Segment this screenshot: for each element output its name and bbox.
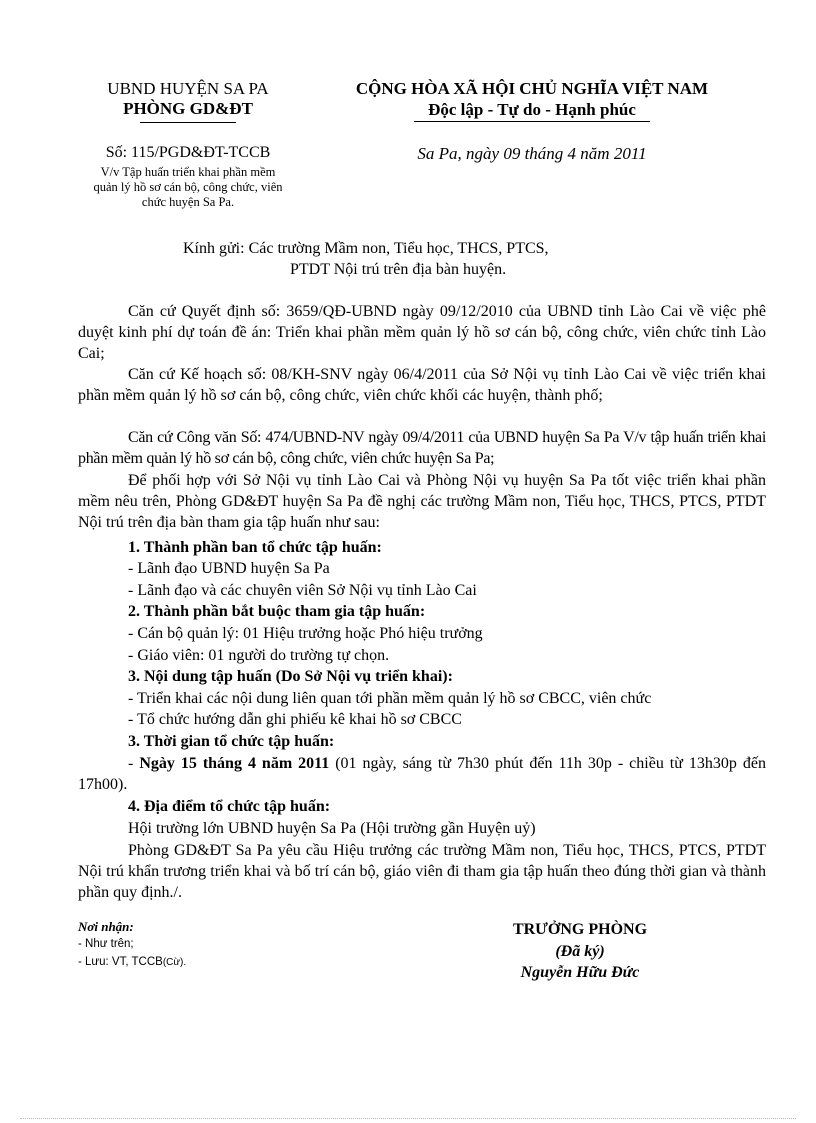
signed-note: (Đã ký) (555, 943, 605, 960)
motto-underline (414, 121, 650, 122)
section-3-item-1: - Triển khai các nội dung liên quan tới phần mềm quản lý hồ sơ CBCC, viên chức (128, 690, 652, 707)
recipients-item-2-main: - Lưu: VT, TCCB (78, 956, 163, 968)
national-motto: Độc lập - Tự do - Hạnh phúc (428, 100, 636, 119)
signer-title: TRƯỞNG PHÒNG (512, 921, 648, 938)
section-2-item-1: - Cán bộ quản lý: 01 Hiệu trưởng hoặc Phó hiệu trưởng (128, 625, 483, 642)
section-2-item-2: - Giáo viên: 01 người do trường tự chọn. (128, 647, 390, 664)
section-1-item-2: - Lãnh đạo và các chuyên viên Sở Nội vụ tỉnh Lào Cai (128, 582, 477, 599)
section-4-schedule (78, 753, 766, 795)
paragraph-legal-basis-3: Căn cứ Công văn Số: 474/UBND-NV ngày 09/4/2011 của UBND huyện Sa Pa V/v tập huấn triển khai phần mềm quản lý hồ sơ cán bộ, công chức, viên chức huyện Sa Pa; (78, 429, 766, 467)
office-underline (140, 122, 236, 123)
section-1-item-1: - Lãnh đạo UBND huyện Sa Pa (128, 560, 330, 577)
section-1-title: 1. Thành phần ban tổ chức tập huấn: (128, 539, 382, 556)
document-number: Số: 115/PGD&ĐT-TCCB (105, 144, 271, 161)
recipient-line-2: PTDT Nội trú trên địa bàn huyện. (290, 261, 507, 278)
recipients-item-2 (78, 955, 186, 970)
signer-name: Nguyễn Hữu Đức (520, 964, 640, 981)
nation-name: CỘNG HÒA XÃ HỘI CHỦ NGHĨA VIỆT NAM (355, 79, 709, 98)
section-2-title: 2. Thành phần bắt buộc tham gia tập huấn: (128, 603, 426, 620)
agency-name: UBND HUYỆN SA PA (107, 79, 269, 98)
section-5-location: Hội trường lớn UBND huyện Sa Pa (Hội trường gần Huyện uỷ) (128, 820, 536, 837)
recipients-item-1: - Như trên; (78, 938, 134, 950)
schedule-date: Ngày 15 tháng 4 năm 2011 (139, 755, 330, 772)
schedule-prefix: - (128, 755, 140, 772)
paragraph-coordination: Để phối hợp với Sở Nội vụ tỉnh Lào Cai và Phòng Nội vụ huyện Sa Pa tốt việc triển khai phần mềm nêu trên, Phòng GD&ĐT huyện Sa Pa đề nghị các trường Mầm non, Tiểu học, THCS, PTCS, PTDT Nội trú trên địa bàn tham gia tập huấn như sau: (78, 472, 766, 531)
section-3-title: 3. Nội dung tập huấn (Do Sở Nội vụ triển khai): (128, 668, 453, 685)
office-name: PHÒNG GD&ĐT (123, 99, 253, 118)
schedule-times: (01 ngày, sáng từ 7h30 phút đến 11h 30p - chiều từ 13h30p đến 17h00). (78, 755, 766, 793)
page-bottom-dotted-line (20, 1118, 796, 1119)
paragraph-legal-basis-1: Căn cứ Quyết định số: 3659/QĐ-UBND ngày 09/12/2010 của UBND tỉnh Lào Cai về việc phê duyệt kinh phí dự toán đề án: Triển khai phần mềm quản lý hồ sơ cán bộ, công chức, viên chức tỉnh Lào Cai; (78, 303, 766, 362)
section-4-title: 3. Thời gian tổ chức tập huấn: (128, 733, 335, 750)
document-subject: V/v Tập huấn triển khai phần mềm quản lý hồ sơ cán bộ, công chức, viên chức huyện Sa Pa. (93, 165, 283, 209)
paragraph-legal-basis-2: Căn cứ Kế hoạch số: 08/KH-SNV ngày 06/4/2011 của Sở Nội vụ tỉnh Lào Cai về việc triển khai phần mềm quản lý hồ sơ cán bộ, công chức, viên chức khối các huyện, thành phố; (78, 366, 766, 404)
recipient-line-1: Kính gửi: Các trường Mầm non, Tiểu học, THCS, PTCS, (183, 240, 549, 257)
paragraph-request: Phòng GD&ĐT Sa Pa yêu cầu Hiệu trưởng các trường Mầm non, Tiểu học, THCS, PTCS, PTDT Nội trú khẩn trương triển khai và bố trí cán bộ, giáo viên đi tham gia tập huấn theo đúng thời gian và thành phần quy định./. (78, 842, 766, 901)
document-date: Sa Pa, ngày 09 tháng 4 năm 2011 (417, 144, 647, 163)
section-5-title: 4. Địa điểm tổ chức tập huấn: (128, 798, 331, 815)
recipients-label: Nơi nhận: (78, 919, 134, 934)
recipients-item-2-note: (Cừ). (162, 957, 187, 968)
section-3-item-2: - Tổ chức hướng dẫn ghi phiếu kê khai hồ sơ CBCC (128, 711, 462, 728)
